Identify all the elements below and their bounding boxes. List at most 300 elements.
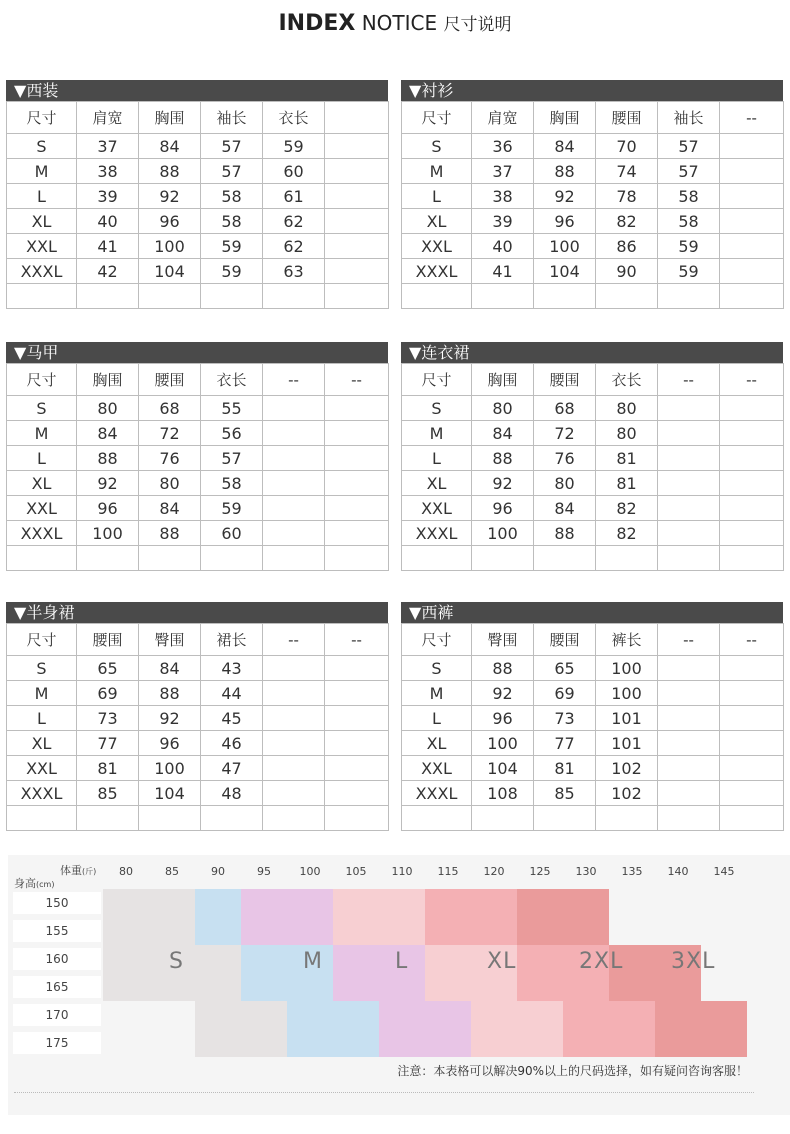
table-cell: 88 xyxy=(534,159,596,184)
table-cell xyxy=(263,656,325,681)
table-cell xyxy=(720,159,784,184)
table-cell: S xyxy=(7,134,77,159)
table-title: 西裤 xyxy=(421,603,454,622)
table-cell: 63 xyxy=(263,259,325,284)
table-row xyxy=(7,209,389,234)
table-cell xyxy=(658,471,720,496)
table-cell: 38 xyxy=(77,159,139,184)
table-row xyxy=(7,546,389,571)
table-cell xyxy=(263,731,325,756)
table-cell: 39 xyxy=(77,184,139,209)
table-cell xyxy=(658,284,720,309)
table-cell: XXL xyxy=(7,756,77,781)
table-cell xyxy=(263,681,325,706)
table-cell: 82 xyxy=(596,209,658,234)
table-header xyxy=(6,602,388,623)
size-table xyxy=(6,602,388,831)
triangle-down-icon: ▼ xyxy=(14,343,27,362)
table-cell: M xyxy=(402,421,472,446)
table-row xyxy=(7,159,389,184)
size-zone-block xyxy=(333,889,425,945)
column-header: 腰围 xyxy=(534,624,596,656)
height-axis-label: 身高(cm) xyxy=(14,877,55,890)
table-cell: 84 xyxy=(139,496,201,521)
table-cell: 88 xyxy=(534,521,596,546)
table-header-row xyxy=(402,102,784,134)
size-table xyxy=(6,80,388,309)
size-table xyxy=(401,80,783,309)
size-zone-block xyxy=(425,889,517,945)
table-cell: 80 xyxy=(534,471,596,496)
height-tick: 175 xyxy=(13,1032,101,1054)
table-cell: 92 xyxy=(139,184,201,209)
table-cell: 80 xyxy=(77,396,139,421)
table-row xyxy=(402,284,784,309)
table-cell xyxy=(658,546,720,571)
table-cell xyxy=(325,546,389,571)
column-header: 衣长 xyxy=(201,364,263,396)
column-header: 尺寸 xyxy=(7,102,77,134)
table-cell xyxy=(658,706,720,731)
table-cell: 104 xyxy=(472,756,534,781)
table-cell: 44 xyxy=(201,681,263,706)
size-zone-block xyxy=(287,1001,379,1057)
table-cell: 101 xyxy=(596,706,658,731)
table-cell xyxy=(472,546,534,571)
table-cell: XXXL xyxy=(402,521,472,546)
table-cell xyxy=(201,806,263,831)
weight-tick: 135 xyxy=(621,865,643,878)
table-cell: S xyxy=(7,656,77,681)
table-cell: 57 xyxy=(201,159,263,184)
table-cell: 40 xyxy=(77,209,139,234)
table-row xyxy=(402,756,784,781)
table-cell xyxy=(263,781,325,806)
table-cell: 36 xyxy=(472,134,534,159)
table-cell: XXL xyxy=(7,496,77,521)
table-cell: 96 xyxy=(472,706,534,731)
table-cell: 56 xyxy=(201,421,263,446)
column-header: 袖长 xyxy=(201,102,263,134)
table-cell: 96 xyxy=(534,209,596,234)
table-cell: 41 xyxy=(77,234,139,259)
table-row xyxy=(7,471,389,496)
table-cell: 76 xyxy=(139,446,201,471)
table-row xyxy=(402,471,784,496)
table-cell: 88 xyxy=(472,446,534,471)
column-header xyxy=(325,102,389,134)
table-row xyxy=(402,421,784,446)
table-cell: 104 xyxy=(139,259,201,284)
table-cell: 84 xyxy=(139,134,201,159)
table-cell: 96 xyxy=(472,496,534,521)
table-cell: XL xyxy=(7,471,77,496)
table-cell xyxy=(201,284,263,309)
table-cell: 84 xyxy=(534,134,596,159)
table-cell: M xyxy=(7,159,77,184)
table-cell xyxy=(720,756,784,781)
table-cell: 100 xyxy=(472,521,534,546)
height-tick: 165 xyxy=(13,976,101,998)
table-cell: 88 xyxy=(472,656,534,681)
table-cell: 84 xyxy=(77,421,139,446)
table-cell: L xyxy=(7,446,77,471)
size-zone-label: S xyxy=(169,949,184,974)
table-cell xyxy=(720,184,784,209)
table-cell xyxy=(139,284,201,309)
size-zone-block xyxy=(563,1001,655,1057)
column-header: 胸围 xyxy=(472,364,534,396)
column-header: -- xyxy=(720,102,784,134)
table-cell xyxy=(325,496,389,521)
table-cell xyxy=(77,546,139,571)
table-cell xyxy=(402,806,472,831)
table-cell xyxy=(263,521,325,546)
column-header: -- xyxy=(263,364,325,396)
table-cell xyxy=(325,396,389,421)
column-header: -- xyxy=(658,364,720,396)
table-cell: XL xyxy=(402,209,472,234)
table-row xyxy=(402,521,784,546)
table-cell: 40 xyxy=(472,234,534,259)
table-row xyxy=(402,446,784,471)
table-cell xyxy=(263,706,325,731)
table-cell: 61 xyxy=(263,184,325,209)
table-cell xyxy=(325,521,389,546)
size-zone-block xyxy=(241,889,333,945)
table-cell: 39 xyxy=(472,209,534,234)
table-cell: 100 xyxy=(139,756,201,781)
table-cell xyxy=(263,284,325,309)
table-row xyxy=(402,234,784,259)
size-zone-block xyxy=(103,889,195,945)
column-header: -- xyxy=(720,624,784,656)
table-cell xyxy=(720,656,784,681)
column-header: 尺寸 xyxy=(402,624,472,656)
table-cell: S xyxy=(402,656,472,681)
table-cell: 62 xyxy=(263,209,325,234)
table-cell: 96 xyxy=(77,496,139,521)
table-cell: 77 xyxy=(534,731,596,756)
divider xyxy=(14,1092,754,1093)
table-row xyxy=(7,134,389,159)
column-header: -- xyxy=(658,624,720,656)
column-header: 臀围 xyxy=(472,624,534,656)
table-cell xyxy=(534,806,596,831)
table-cell xyxy=(325,259,389,284)
table-cell xyxy=(325,209,389,234)
table-cell xyxy=(263,806,325,831)
table-cell: 92 xyxy=(534,184,596,209)
table-cell: 92 xyxy=(139,706,201,731)
table-row xyxy=(7,756,389,781)
table-cell: 86 xyxy=(596,234,658,259)
table-cell xyxy=(720,521,784,546)
table-cell: XL xyxy=(402,471,472,496)
table-cell: 37 xyxy=(472,159,534,184)
table-cell: 77 xyxy=(77,731,139,756)
table-cell: 80 xyxy=(596,421,658,446)
table-cell xyxy=(720,396,784,421)
table-cell: 84 xyxy=(534,496,596,521)
table-title: 衬衫 xyxy=(421,81,454,100)
weight-tick: 120 xyxy=(483,865,505,878)
height-weight-size-chart xyxy=(8,855,790,1115)
weight-tick: 110 xyxy=(391,865,413,878)
table-header-row xyxy=(402,364,784,396)
height-tick: 160 xyxy=(13,948,101,970)
table-cell: 80 xyxy=(472,396,534,421)
height-tick: 155 xyxy=(13,920,101,942)
table-cell: XXL xyxy=(402,496,472,521)
weight-tick: 105 xyxy=(345,865,367,878)
table-row xyxy=(7,234,389,259)
table-cell: 65 xyxy=(77,656,139,681)
column-header: 尺寸 xyxy=(7,364,77,396)
size-zone-label: XL xyxy=(487,949,517,974)
table-header xyxy=(6,342,388,363)
table-cell xyxy=(658,496,720,521)
table-cell xyxy=(596,284,658,309)
size-chart-note: 注意：本表格可以解决90%以上的尺码选择，如有疑问咨询客服！ xyxy=(397,1064,748,1078)
table-cell: 59 xyxy=(658,259,720,284)
table-cell: M xyxy=(402,681,472,706)
table-cell: 59 xyxy=(201,496,263,521)
table-cell: 81 xyxy=(77,756,139,781)
weight-tick: 80 xyxy=(119,865,133,878)
table-row xyxy=(7,806,389,831)
table-cell xyxy=(658,421,720,446)
table-cell: 84 xyxy=(472,421,534,446)
table-cell: 85 xyxy=(534,781,596,806)
table-cell xyxy=(325,756,389,781)
table-cell xyxy=(534,284,596,309)
size-zone-label: M xyxy=(303,949,323,974)
table-cell: 104 xyxy=(534,259,596,284)
table-row xyxy=(402,134,784,159)
size-table xyxy=(6,342,388,571)
table-cell xyxy=(658,656,720,681)
height-tick: 150 xyxy=(13,892,101,914)
table-cell xyxy=(402,546,472,571)
table-cell xyxy=(325,234,389,259)
size-zone-label: L xyxy=(395,949,409,974)
size-zone-block xyxy=(471,1001,563,1057)
weight-tick: 85 xyxy=(165,865,179,878)
table-cell xyxy=(325,134,389,159)
table-cell: 58 xyxy=(201,184,263,209)
table-cell xyxy=(720,134,784,159)
table-cell: 59 xyxy=(263,134,325,159)
table-row xyxy=(7,731,389,756)
table-row xyxy=(402,184,784,209)
table-cell: 59 xyxy=(201,234,263,259)
triangle-down-icon: ▼ xyxy=(14,81,27,100)
size-zone-block xyxy=(655,1001,747,1057)
table-cell xyxy=(325,421,389,446)
table-cell: XL xyxy=(7,731,77,756)
table-row xyxy=(402,209,784,234)
title-notice: NOTICE xyxy=(361,11,438,35)
table-row xyxy=(402,781,784,806)
table-cell xyxy=(720,781,784,806)
column-header: -- xyxy=(325,364,389,396)
table-cell: XXXL xyxy=(402,781,472,806)
table-row xyxy=(7,184,389,209)
table-cell xyxy=(325,184,389,209)
weight-tick: 100 xyxy=(299,865,321,878)
table-cell: M xyxy=(7,681,77,706)
column-header: 腰围 xyxy=(139,364,201,396)
table-cell: 85 xyxy=(77,781,139,806)
table-cell: 72 xyxy=(534,421,596,446)
table-cell: XXXL xyxy=(7,781,77,806)
table-cell: 47 xyxy=(201,756,263,781)
table-cell xyxy=(139,806,201,831)
table-cell: 57 xyxy=(658,134,720,159)
table-header-row xyxy=(7,624,389,656)
table-header xyxy=(401,602,783,623)
table-cell: 82 xyxy=(596,496,658,521)
table-cell xyxy=(325,159,389,184)
table-cell: 58 xyxy=(201,209,263,234)
table-row xyxy=(7,706,389,731)
table-cell xyxy=(720,234,784,259)
column-header: 衣长 xyxy=(263,102,325,134)
table-cell: XXL xyxy=(402,756,472,781)
weight-tick: 140 xyxy=(667,865,689,878)
column-header: 尺寸 xyxy=(7,624,77,656)
table-cell: 92 xyxy=(77,471,139,496)
table-cell: 80 xyxy=(596,396,658,421)
table-cell xyxy=(720,209,784,234)
table-header xyxy=(401,342,783,363)
page-title xyxy=(0,10,790,36)
table-row xyxy=(402,731,784,756)
table-cell xyxy=(325,806,389,831)
table-cell xyxy=(720,259,784,284)
title-cn: 尺寸说明 xyxy=(443,15,512,35)
table-cell: 88 xyxy=(139,681,201,706)
table-cell xyxy=(720,706,784,731)
table-row xyxy=(402,496,784,521)
table-title: 连衣裙 xyxy=(421,343,470,362)
table-cell xyxy=(263,471,325,496)
table-header-row xyxy=(7,364,389,396)
table-cell: 108 xyxy=(472,781,534,806)
table-cell xyxy=(720,421,784,446)
table-cell xyxy=(472,284,534,309)
size-zone-label: 3XL xyxy=(671,949,716,974)
table-cell: 81 xyxy=(534,756,596,781)
column-header: 腰围 xyxy=(534,364,596,396)
size-zone-block xyxy=(195,889,241,945)
table-cell: 88 xyxy=(77,446,139,471)
table-cell: 68 xyxy=(139,396,201,421)
table-cell: 81 xyxy=(596,446,658,471)
table-cell: 58 xyxy=(201,471,263,496)
table-cell: 96 xyxy=(139,209,201,234)
table-cell: 82 xyxy=(596,521,658,546)
table-cell xyxy=(325,681,389,706)
table-cell: 73 xyxy=(534,706,596,731)
table-cell: 100 xyxy=(534,234,596,259)
weight-tick: 95 xyxy=(257,865,271,878)
table-header-row xyxy=(7,102,389,134)
table-cell: XXXL xyxy=(7,521,77,546)
height-tick: 170 xyxy=(13,1004,101,1026)
table-cell xyxy=(658,756,720,781)
table-row xyxy=(7,781,389,806)
weight-tick: 125 xyxy=(529,865,551,878)
table-cell: S xyxy=(402,396,472,421)
size-table xyxy=(401,602,783,831)
table-row xyxy=(7,259,389,284)
table-cell xyxy=(720,681,784,706)
table-cell: 72 xyxy=(139,421,201,446)
table-cell xyxy=(325,706,389,731)
table-row xyxy=(402,806,784,831)
column-header: 肩宽 xyxy=(472,102,534,134)
table-cell: 88 xyxy=(139,159,201,184)
table-cell: 60 xyxy=(201,521,263,546)
table-cell xyxy=(325,656,389,681)
table-cell xyxy=(720,471,784,496)
table-cell: 57 xyxy=(201,446,263,471)
column-header: 袖长 xyxy=(658,102,720,134)
table-cell: 100 xyxy=(139,234,201,259)
size-zone-label: 2XL xyxy=(579,949,624,974)
weight-tick: 145 xyxy=(713,865,735,878)
size-zone-block xyxy=(379,1001,471,1057)
column-header: 衣长 xyxy=(596,364,658,396)
table-cell: 74 xyxy=(596,159,658,184)
table-cell xyxy=(325,284,389,309)
table-cell: XXXL xyxy=(402,259,472,284)
table-cell: 96 xyxy=(139,731,201,756)
column-header: 腰围 xyxy=(77,624,139,656)
table-cell xyxy=(263,446,325,471)
table-cell: 73 xyxy=(77,706,139,731)
table-cell: 102 xyxy=(596,781,658,806)
table-cell: L xyxy=(7,706,77,731)
table-cell xyxy=(139,546,201,571)
table-cell xyxy=(720,284,784,309)
size-zone-block xyxy=(195,1001,287,1057)
table-cell: 68 xyxy=(534,396,596,421)
table-cell: 104 xyxy=(139,781,201,806)
triangle-down-icon: ▼ xyxy=(14,603,27,622)
table-cell: 69 xyxy=(77,681,139,706)
table-title: 西装 xyxy=(26,81,59,100)
column-header: -- xyxy=(325,624,389,656)
table-cell: 42 xyxy=(77,259,139,284)
table-cell: L xyxy=(402,706,472,731)
table-row xyxy=(402,656,784,681)
column-header: 胸围 xyxy=(139,102,201,134)
table-row xyxy=(7,284,389,309)
table-header xyxy=(401,80,783,101)
table-cell xyxy=(720,496,784,521)
table-cell: 81 xyxy=(596,471,658,496)
table-header xyxy=(6,80,388,101)
table-cell xyxy=(720,546,784,571)
table-cell: 48 xyxy=(201,781,263,806)
table-cell xyxy=(658,806,720,831)
table-cell xyxy=(7,806,77,831)
table-cell xyxy=(263,546,325,571)
table-cell: 57 xyxy=(658,159,720,184)
